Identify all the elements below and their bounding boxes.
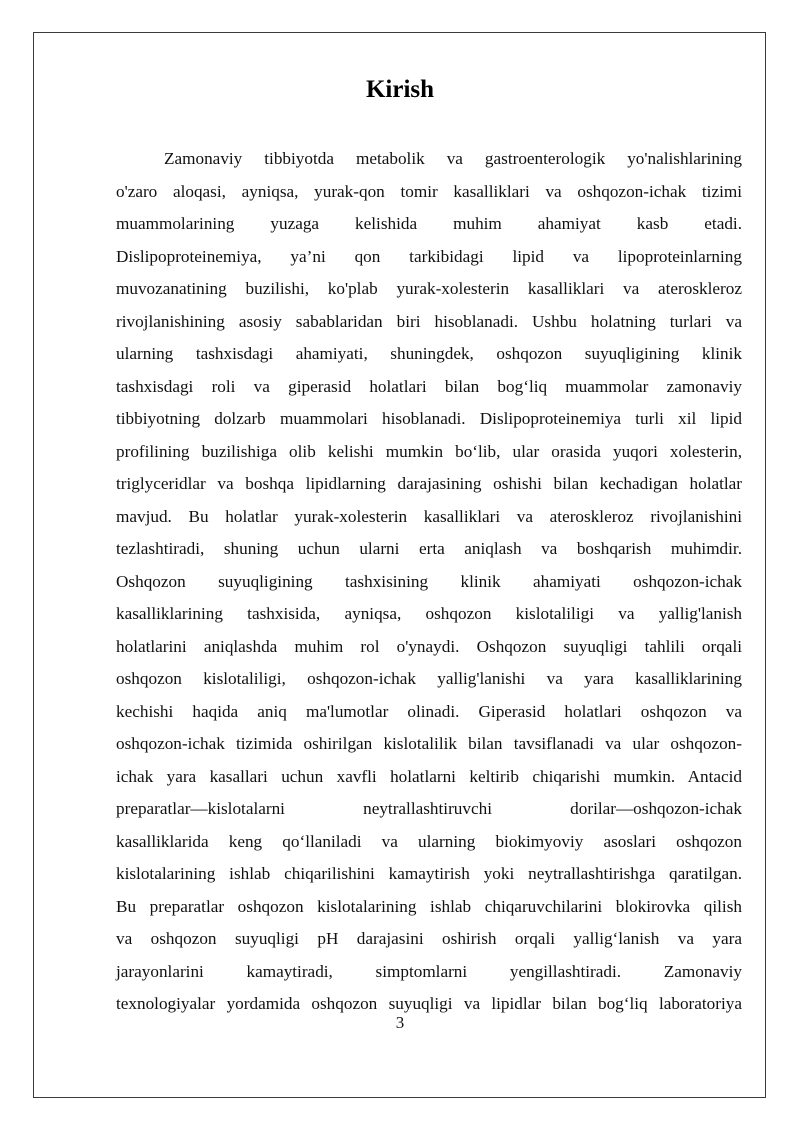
text-line: va oshqozon suyuqligi pH darajasini oshirish orqali yallig‘lanish va yara (116, 929, 742, 948)
page-number: 3 (395, 1013, 405, 1032)
text-line: preparatlar—kislotalarni neytrallashtiruvchi dorilar—oshqozon-ichak (116, 799, 742, 818)
text-line: profilining buzilishiga olib kelishi mumkin bo‘lib, ular orasida yuqori xolesterin, (116, 441, 742, 461)
text-line: oshqozon-ichak tizimida oshirilgan kislotalilik bilan tavsiflanadi va ular oshqozon- (116, 734, 742, 753)
text-line: kasalliklarida keng qo‘llaniladi va ularning biokimyoviy asoslari oshqozon (116, 831, 742, 851)
text-line: texnologiyalar yordamida oshqozon suyuqligi va lipidlar bilan bog‘liq laboratoriya (116, 994, 742, 1013)
text-line: holatlarini aniqlashda muhim rol o'ynaydi. Oshqozon suyuqligi tahlili orqali (116, 636, 742, 656)
text-line: Dislipoproteinemiya, ya’ni qon tarkibidagi lipid va lipoproteinlarning (116, 246, 742, 266)
text-line: Oshqozon suyuqligining tashxisining klinik ahamiyati oshqozon-ichak (116, 571, 742, 591)
text-line: kechishi haqida aniq ma'lumotlar olinadi. Giperasid holatlari oshqozon va (116, 701, 742, 721)
text-line: rivojlanishining asosiy sabablaridan biri hisoblanadi. Ushbu holatning turlari va (116, 311, 742, 331)
text-line: ichak yara kasallari uchun xavfli holatlarni keltirib chiqarishi mumkin. Antacid (116, 766, 742, 786)
text-line: muvozanatining buzilishi, ko'plab yurak-xolesterin kasalliklari va ateroskleroz (116, 279, 742, 298)
text-line: oshqozon kislotaliligi, oshqozon-ichak yallig'lanishi va yara kasalliklarining (116, 669, 742, 688)
text-line: Zamonaviy tibbiyotda metabolik va gastroenterologik yo'nalishlarining (164, 149, 742, 168)
text-line: kislotalarining ishlab chiqarilishini kamaytirish yoki neytrallashtirishga qaratilgan. (116, 864, 742, 883)
page-title: Kirish (365, 76, 435, 103)
text-line: Bu preparatlar oshqozon kislotalarining ishlab chiqaruvchilarini blokirovka qilish (116, 896, 742, 916)
text-line: muammolarining yuzaga kelishida muhim ahamiyat kasb etadi. (116, 214, 742, 233)
text-line: ularning tashxisdagi ahamiyati, shuningdek, oshqozon suyuqligining klinik (116, 344, 742, 363)
text-line: tashxisdagi roli va giperasid holatlari bilan bog‘liq muammolar zamonaviy (116, 376, 742, 396)
text-line: tezlashtiradi, shuning uchun ularni erta aniqlash va boshqarish muhimdir. (116, 539, 742, 558)
text-line: o'zaro aloqasi, ayniqsa, yurak-qon tomir kasalliklari va oshqozon-ichak tizimi (116, 181, 742, 201)
body-paragraph (116, 143, 742, 1021)
text-line: kasalliklarining tashxisida, ayniqsa, oshqozon kislotaliligi va yallig'lanish (116, 604, 742, 623)
text-line: mavjud. Bu holatlar yurak-xolesterin kasalliklari va ateroskleroz rivojlanishini (116, 506, 742, 526)
text-line: triglyceridlar va boshqa lipidlarning darajasining oshishi bilan kechadigan holatlar (116, 474, 742, 493)
text-line: tibbiyotning dolzarb muammolari hisoblanadi. Dislipoproteinemiya turli xil lipid (116, 409, 742, 428)
text-line: jarayonlarini kamaytiradi, simptomlarni yengillashtiradi. Zamonaviy (116, 961, 742, 981)
